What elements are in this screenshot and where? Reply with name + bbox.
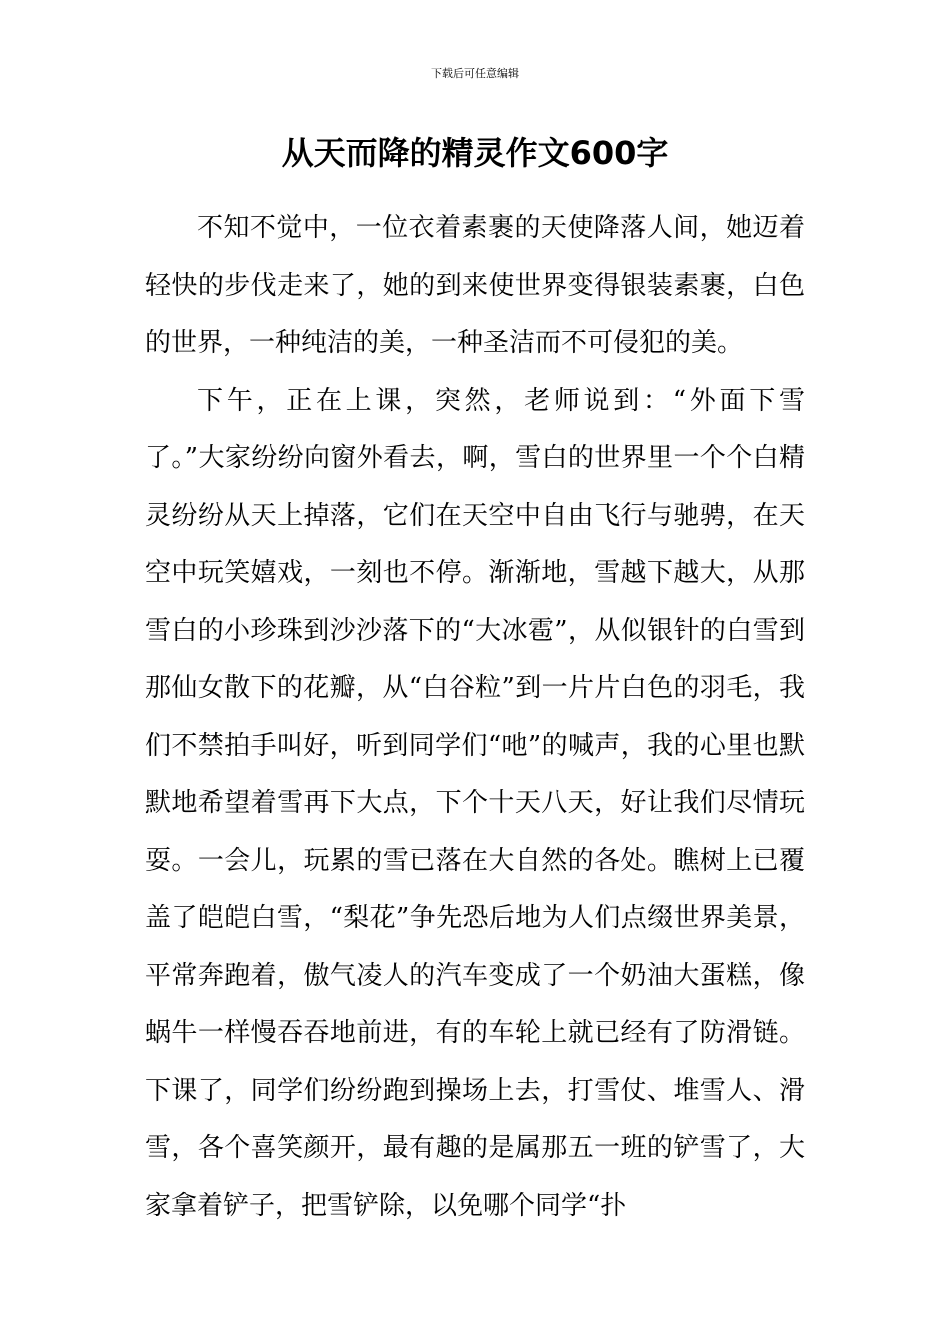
- document-body: [145, 200, 805, 1235]
- document-title: 从天而降的精灵作文600字: [281, 134, 669, 172]
- paragraph-1: 不知不觉中，一位衣着素裹的天使降落人间，她迈着轻快的步伐走来了，她的到来使世界变得银装素裹，白色的世界，一种纯洁的美，一种圣洁而不可侵犯的美。: [145, 213, 805, 358]
- paragraph-2: 下午，正在上课，突然，老师说到：“外面下雪了。”大家纷纷向窗外看去，啊，雪白的世界里一个个白精灵纷纷从天上掉落，它们在天空中自由飞行与驰骋，在天空中玩笑嬉戏，一刻也不停。渐渐地，雪越下越大，从那雪白的小珍珠到沙沙落下的“大冰雹”，从似银针的白雪到那仙女散下的花瓣，从“白谷粒”到一片片白色的羽毛，我们不禁拍手叫好，听到同学们“吔”的喊声，我的心里也默默地希望着雪再下大点，下个十天八天，好让我们尽情玩耍。一会儿，玩累的雪已落在大自然的各处。瞧树上已覆盖了皑皑白雪，“梨花”争先恐后地为人们点缀世界美景，平常奔跑着，傲气凌人的汽车变成了一个奶油大蛋糕，像蜗牛一样慢吞吞地前进，有的车轮上就已经有了防滑链。下课了，同学们纷纷跑到操场上去，打雪仗、堆雪人、滑雪，各个喜笑颜开，最有趣的是属那五一班的铲雪了，大家拿着铲子，把雪铲除，以免哪个同学“扑: [145, 385, 805, 1221]
- header-note: 下载后可任意编辑: [431, 67, 519, 80]
